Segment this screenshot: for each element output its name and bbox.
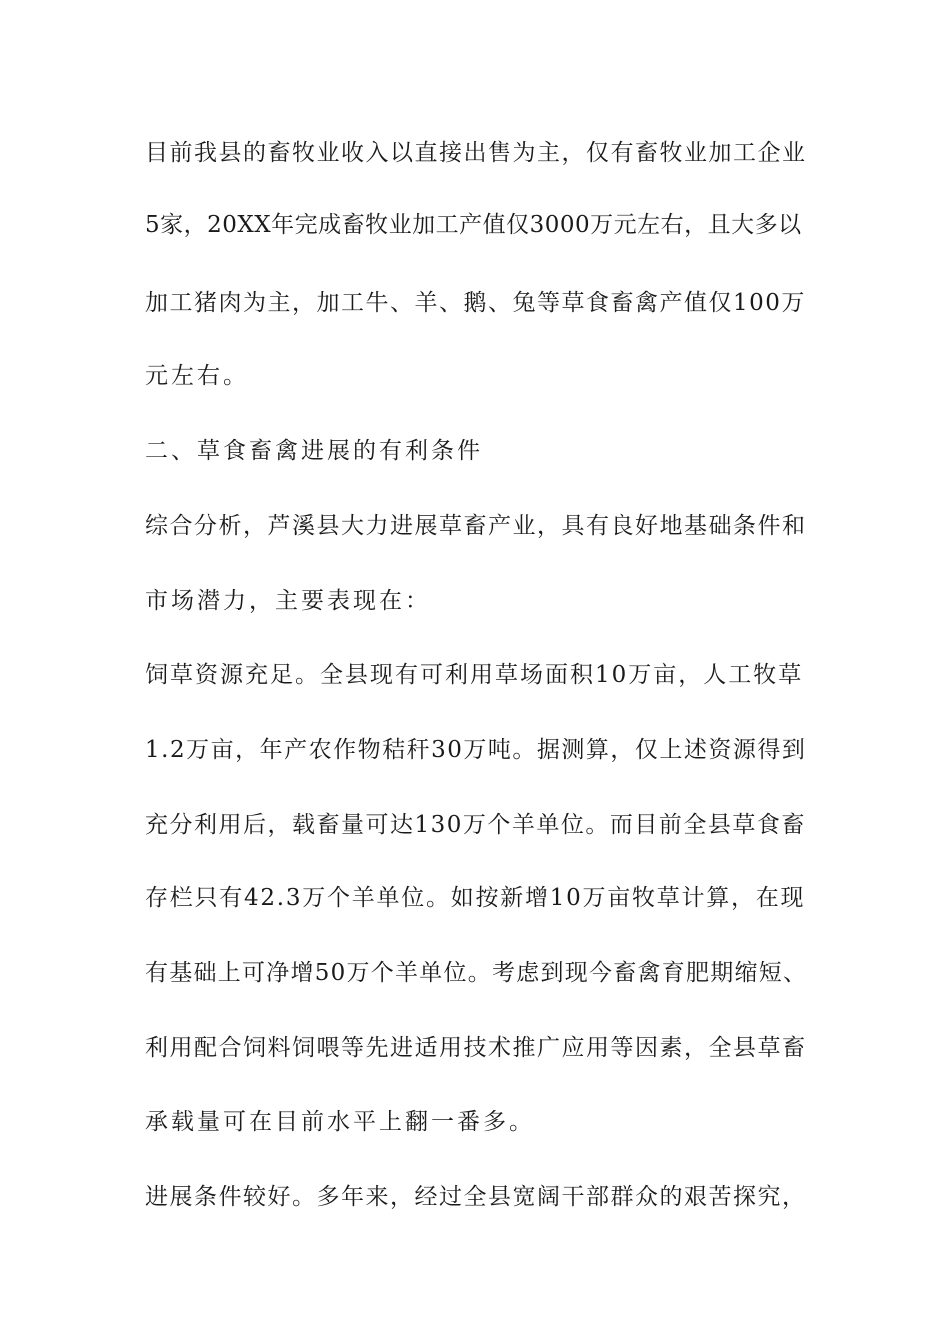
paragraph-line: 有基础上可净增50万个羊单位。考虑到现今畜禽育肥期缩短、 — [145, 960, 808, 986]
paragraph-line: 5家，20XX年完成畜牧业加工产值仅3000万元左右，且大多以 — [145, 212, 802, 238]
paragraph-line: 元左右。 — [145, 363, 249, 389]
paragraph-line: 市场潜力，主要表现在： — [145, 588, 431, 614]
paragraph-line: 综合分析，芦溪县大力进展草畜产业，具有良好地基础条件和 — [145, 513, 807, 539]
section-heading: 二、草食畜禽进展的有利条件 — [145, 438, 483, 464]
paragraph-line: 存栏只有42.3万个羊单位。如按新增10万亩牧草计算，在现 — [145, 885, 806, 911]
paragraph-line: 利用配合饲料饲喂等先进适用技术推广应用等因素，全县草畜 — [145, 1035, 807, 1061]
paragraph-line: 饲草资源充足。全县现有可利用草场面积10万亩，人工牧草 — [145, 662, 804, 688]
paragraph-line: 目前我县的畜牧业收入以直接出售为主，仅有畜牧业加工企业 — [145, 140, 807, 166]
paragraph-line: 承载量可在目前水平上翻一番多。 — [145, 1109, 535, 1135]
paragraph-line: 进展条件较好。多年来，经过全县宽阔干部群众的艰苦探究， — [145, 1184, 807, 1210]
paragraph-line: 充分利用后，载畜量可达130万个羊单位。而目前全县草食畜 — [145, 812, 806, 838]
paragraph-line: 1.2万亩，年产农作物秸秆30万吨。据测算，仅上述资源得到 — [145, 737, 807, 763]
paragraph-line: 加工猪肉为主，加工牛、羊、鹅、兔等草食畜禽产值仅100万 — [145, 290, 806, 316]
